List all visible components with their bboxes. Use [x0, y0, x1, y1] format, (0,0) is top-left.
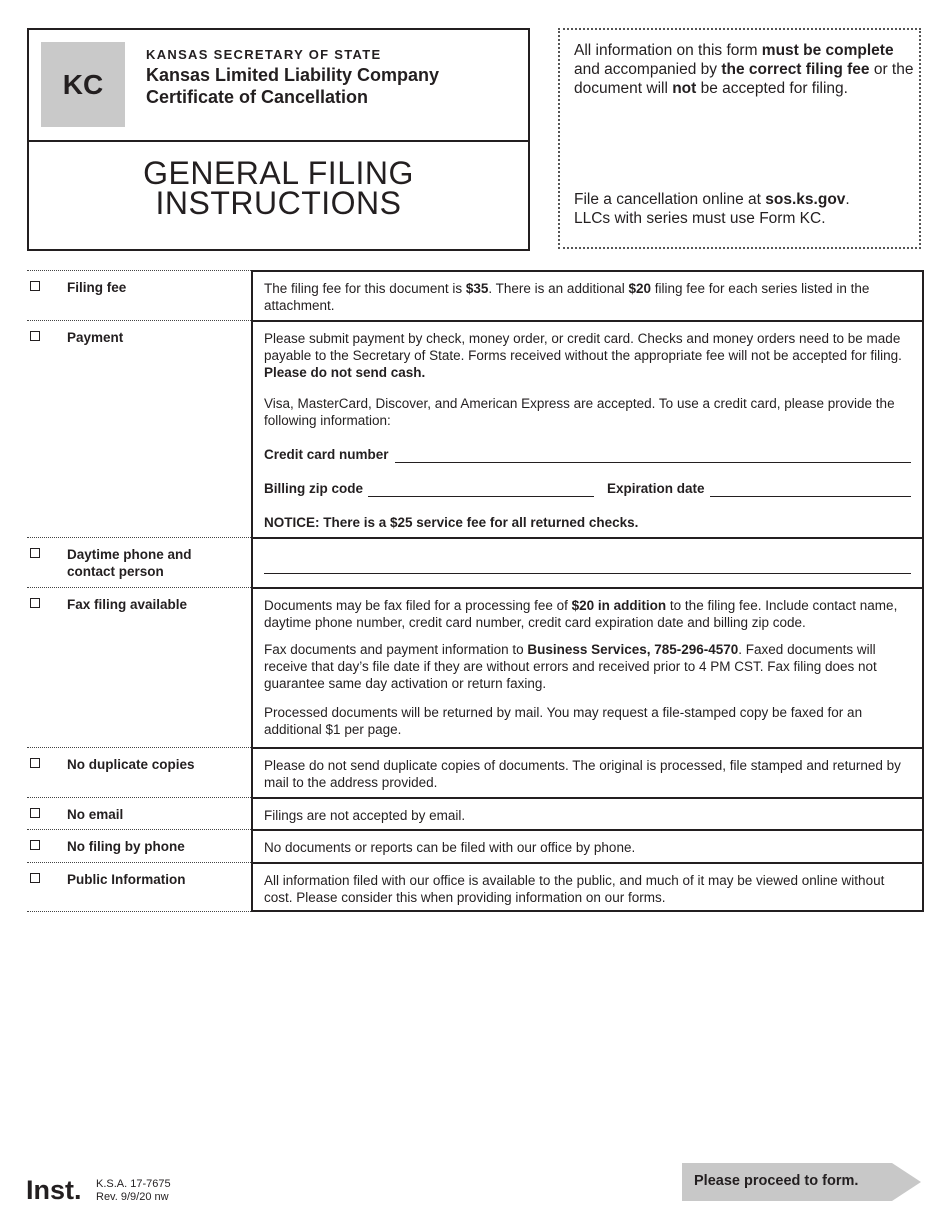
filing-notice-box	[558, 28, 921, 249]
form-header	[27, 28, 530, 251]
fee-text-1: The filing fee for this document is	[264, 281, 466, 296]
fax-number: Business Services, 785-296-4570	[527, 642, 739, 657]
fax-text-2: to the filing fee. Include contact name, daytime phone number, credit card number, credit card expiration date and billing zip code.	[264, 598, 898, 630]
row-label: No email	[67, 807, 124, 822]
fax-text-4: . Faxed documents will receive that day’s file date if they are without errors and received prior to 4 PM CST. Fax filing does not guarantee same day activation or return faxing.	[264, 642, 877, 691]
notice-text-2: and accompanied by	[574, 61, 722, 78]
online-link[interactable]: sos.ks.gov	[765, 191, 846, 208]
fax-text-1: Documents may be fax filed for a processing fee of	[264, 598, 572, 613]
online-filing-text	[574, 190, 914, 228]
statute-revision	[96, 1178, 171, 1203]
returned-check-notice: NOTICE: There is a $25 service fee for all returned checks.	[264, 515, 639, 530]
form-code-badge: KC	[41, 42, 125, 127]
online-text-1: File a cancellation online at	[574, 191, 766, 208]
agency-name: KANSAS SECRETARY OF STATE	[146, 47, 382, 62]
row-label-cell	[27, 862, 251, 912]
notice-text-1: All information on this form	[574, 42, 762, 59]
row-label: Filing fee	[67, 280, 127, 295]
payment-text: Please submit payment by check, money order, or credit card. Checks and money orders need to be made payable to the Secretary of State. Forms received without the appropriate fee will not be accepted for filing.	[264, 331, 902, 363]
page-title	[29, 155, 528, 221]
checkbox[interactable]	[30, 281, 40, 291]
form-title-line2: Certificate of Cancellation	[146, 87, 369, 107]
phone-label-line1: Daytime phone and	[67, 547, 192, 562]
page-title-line1: GENERAL FILING	[143, 155, 414, 191]
zip-label: Billing zip code	[264, 481, 364, 496]
checkbox[interactable]	[30, 598, 40, 608]
checkbox[interactable]	[30, 840, 40, 850]
row-no-duplicates	[27, 747, 924, 797]
revision-date: Rev. 9/9/20 nw	[96, 1190, 169, 1203]
series-fee-amount: $20	[628, 281, 652, 296]
form-title-line1: Kansas Limited Liability Company	[146, 65, 440, 85]
notice-bold-1: must be complete	[761, 42, 894, 59]
fee-text-3: filing fee for each series listed in the attachment.	[264, 281, 870, 313]
payment-paragraph-1	[264, 330, 911, 381]
notice-text-4: be accepted for filing.	[696, 80, 848, 97]
expiration-label: Expiration date	[607, 481, 705, 496]
row-label-cell	[27, 587, 251, 747]
row-label: Payment	[67, 330, 124, 345]
row-label-cell	[27, 320, 251, 537]
row-payment	[27, 320, 924, 537]
statute-reference: K.S.A. 17-7675	[96, 1178, 171, 1190]
row-no-email	[27, 797, 924, 829]
online-text-2: .	[845, 191, 850, 208]
row-label-cell	[27, 270, 251, 320]
row-daytime-phone	[27, 537, 924, 587]
checkbox[interactable]	[30, 808, 40, 818]
zip-input[interactable]	[368, 484, 594, 497]
row-content: No documents or reports can be filed with our office by phone.	[251, 829, 924, 862]
credit-card-input[interactable]	[395, 450, 911, 463]
series-note: LLCs with series must use Form KC.	[574, 210, 826, 227]
phone-contact-input[interactable]	[264, 573, 911, 574]
proceed-to-form-button[interactable]	[682, 1163, 921, 1201]
notice-text-3: or the document will	[574, 61, 914, 97]
row-label: No filing by phone	[67, 839, 185, 854]
row-filing-fee	[27, 270, 924, 320]
row-content	[251, 270, 924, 320]
notice-bold-3: not	[672, 80, 697, 97]
filing-notice-text	[574, 41, 914, 98]
fax-paragraph-1	[264, 597, 911, 631]
fee-text-2: . There is an additional	[488, 281, 629, 296]
proceed-label: Please proceed to form.	[694, 1173, 859, 1189]
zip-expiration-field	[264, 480, 911, 497]
row-no-phone-filing	[27, 829, 924, 862]
phone-label-line2: contact person	[67, 564, 164, 579]
row-label: No duplicate copies	[67, 757, 195, 772]
checkbox[interactable]	[30, 331, 40, 341]
row-label: Public Information	[67, 872, 186, 887]
row-label-cell	[27, 829, 251, 862]
row-fax-filing	[27, 587, 924, 747]
fax-fee: $20 in addition	[571, 598, 667, 613]
notice-bold-2: the correct filing fee	[721, 61, 870, 78]
credit-card-label: Credit card number	[264, 447, 389, 462]
row-label-cell	[27, 747, 251, 797]
form-title-block	[29, 30, 528, 142]
row-content	[251, 537, 924, 587]
instructions-table	[27, 270, 924, 912]
expiration-input[interactable]	[710, 484, 911, 497]
row-label-cell	[27, 537, 251, 587]
row-content: Filings are not accepted by email.	[251, 797, 924, 829]
fax-text-3: Fax documents and payment information to	[264, 642, 528, 657]
fee-amount: $35	[465, 281, 489, 296]
row-label-cell	[27, 797, 251, 829]
fax-paragraph-3: Processed documents will be returned by mail. You may request a file-stamped copy be faxed for an additional $1 per page.	[264, 705, 863, 737]
row-content	[251, 320, 924, 537]
row-label: Fax filing available	[67, 597, 188, 612]
checkbox[interactable]	[30, 548, 40, 558]
row-label	[67, 546, 251, 580]
checkbox[interactable]	[30, 758, 40, 768]
fax-paragraph-2	[264, 641, 911, 692]
payment-paragraph-2: Visa, MasterCard, Discover, and American Express are accepted. To use a credit card, please provide the following information:	[264, 396, 895, 428]
row-public-information	[27, 862, 924, 912]
row-content: All information filed with our office is available to the public, and much of it may be viewed online without cost. Please consider this when providing information on our forms.	[251, 862, 924, 912]
no-cash-note: Please do not send cash.	[264, 365, 426, 380]
credit-card-field	[264, 446, 911, 463]
row-content: Please do not send duplicate copies of documents. The original is processed, file stamped and returned by mail to the address provided.	[251, 747, 924, 797]
row-content	[251, 587, 924, 747]
checkbox[interactable]	[30, 873, 40, 883]
instructions-page-code: Inst.	[26, 1175, 82, 1205]
page-title-line2: INSTRUCTIONS	[155, 185, 402, 221]
